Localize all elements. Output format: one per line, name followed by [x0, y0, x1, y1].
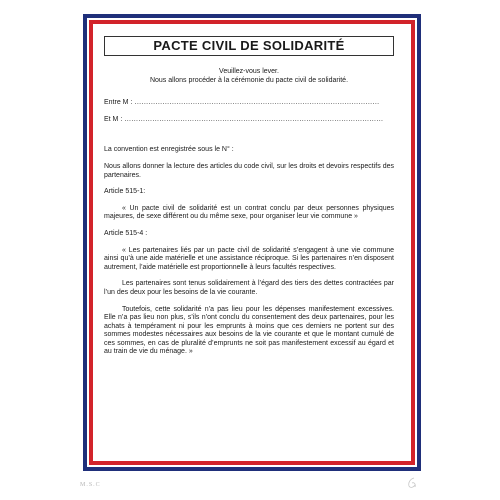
article-515-4-paragraph-2: Les partenaires sont tenus solidairement à l’égard des tiers des dettes contractées par l’un des deux pour les besoins de la vie courante. — [104, 280, 394, 296]
entre-line: Entre M : …………………………………………………………………………………………… — [104, 99, 380, 107]
footer-mark: M.S.C — [80, 482, 101, 488]
article-515-1-text: « Un pacte civil de solidarité est un contrat conclu par deux personnes physiques majeures, de sexe différent ou du même sexe, pour organiser leur vie commune » — [104, 204, 394, 221]
article-515-4-paragraph-3: Toutefois, cette solidarité n’a pas lieu pour les dépenses manifestement excessives. Elle n’a pas lieu non plus, s’ils n’ont conclu du consentement des deux partenaires, pour les achats à tempérament ni pour les emprunts à moins que ces derniers ne portent sur des sommes modestes nécessaires aux besoins de la vie courante et que le montant cumulé de ces sommes, en cas de pluralité d’emprunts ne soit pas manifestement excessif au égard et au train de vie du ménage. » — [104, 305, 394, 356]
signature-logo-icon — [405, 476, 419, 490]
article-515-4-label: Article 515-4 : — [104, 229, 148, 237]
convention-text: La convention est enregistrée sous le N° : — [104, 146, 234, 154]
article-515-4-paragraph-1: « Les partenaires liés par un pacte civil de solidarité s’engagent à une vie commune ainsi qu’à une aide matérielle et une assistance réciproque. Si les partenaires n’en disposent autrement, l’aide matérielle est proportionnelle à leurs facultés respectives. — [104, 246, 394, 271]
intro-line-2: Nous allons procéder à la cérémonie du pacte civil de solidarité. — [149, 76, 349, 84]
document-title: PACTE CIVIL DE SOLIDARITÉ — [104, 36, 394, 56]
lecture-text: Nous allons donner la lecture des articles du code civil, sur les droits et devoirs respectifs des partenaires. — [104, 162, 394, 179]
document-content — [104, 36, 394, 357]
article-515-1-label: Article 515-1: — [104, 188, 146, 196]
intro-line-1: Veuillez-vous lever. — [219, 68, 279, 75]
et-line: Et M : ………………………………………………………………………………………………… — [104, 115, 384, 123]
